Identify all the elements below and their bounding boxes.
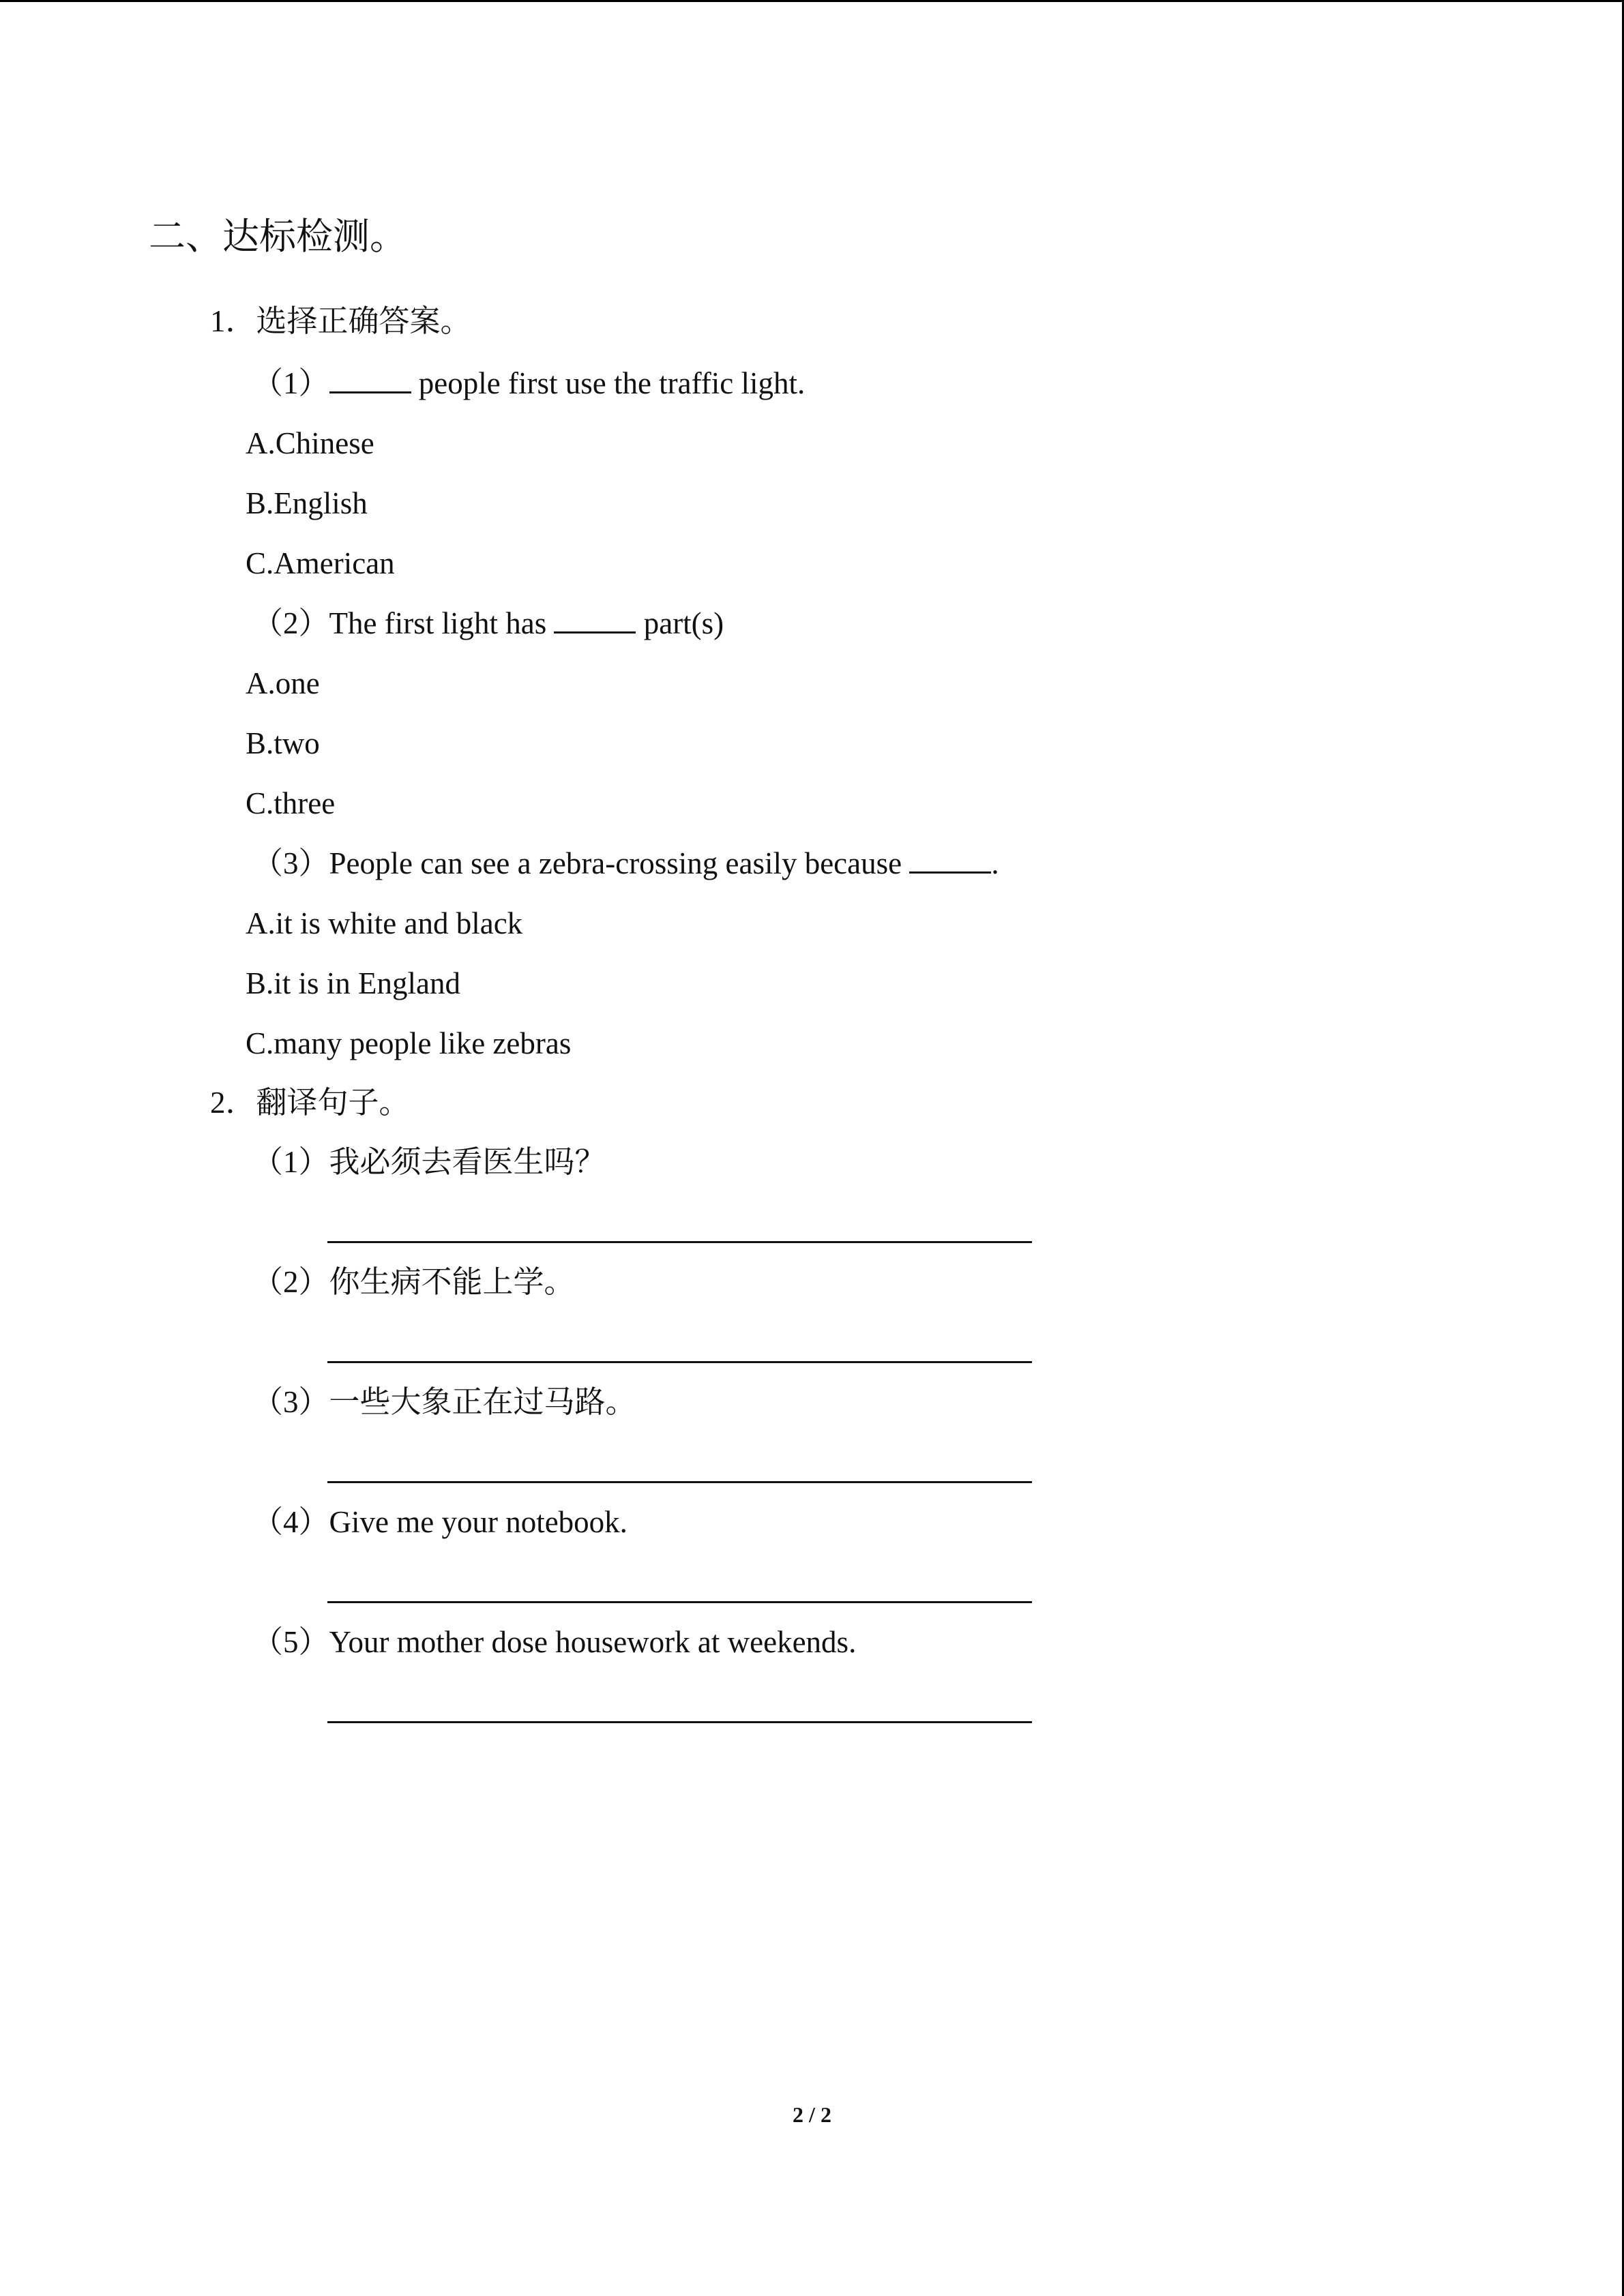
- mc-item-3-option-c: C.many people like zebras: [246, 1026, 572, 1060]
- mc-item-2-option-b: B.two: [246, 726, 320, 760]
- mc-item-1-option-b: B.English: [246, 486, 368, 520]
- mc-item-1: [252, 367, 805, 399]
- mc-item-1-option-c: C.American: [246, 546, 395, 580]
- translate-item-5-text: Your mother dose housework at weekends.: [329, 1625, 857, 1659]
- translate-item-1-text: 我必须去看医生吗？: [329, 1145, 606, 1179]
- mc-item-2-before: The first light has: [329, 606, 555, 640]
- translate-item-1-prefix: （1）: [252, 1145, 329, 1179]
- mc-item-2: [252, 607, 724, 639]
- mc-item-1-after: people first use the traffic light.: [411, 366, 806, 400]
- translate-item-2-prefix: （2）: [252, 1265, 329, 1299]
- mc-item-3-option-a: A.it is white and black: [246, 906, 523, 940]
- question-2-title: [210, 1084, 410, 1120]
- mc-item-2-after: part(s): [636, 606, 724, 640]
- translate-item-3-prefix: （3）: [252, 1385, 329, 1419]
- answer-line-3[interactable]: [327, 1481, 1032, 1483]
- mc-item-1-blank: [329, 367, 411, 393]
- translate-item-1: [252, 1147, 606, 1178]
- translate-item-5-prefix: （5）: [252, 1625, 329, 1659]
- mc-item-3-prefix: （3）: [252, 846, 329, 880]
- translate-item-4: [252, 1507, 628, 1538]
- mc-item-3-before: People can see a zebra-crossing easily because: [329, 846, 910, 880]
- mc-item-2-prefix: （2）: [252, 606, 329, 640]
- mc-item-2-option-a: A.one: [246, 666, 320, 700]
- question-1-title-text: 选择正确答案。: [256, 303, 471, 339]
- mc-item-3-after: .: [991, 846, 999, 880]
- mc-item-3: [252, 847, 999, 879]
- section-heading: 二、达标检测。: [149, 215, 407, 258]
- mc-item-3-option-b: B.it is in England: [246, 966, 460, 1000]
- translate-item-3-text: 一些大象正在过马路。: [329, 1385, 636, 1419]
- answer-line-4[interactable]: [327, 1601, 1032, 1603]
- translate-item-4-text: Give me your notebook.: [329, 1505, 628, 1539]
- answer-line-1[interactable]: [327, 1241, 1032, 1243]
- question-2-title-text: 翻译句子。: [256, 1084, 410, 1120]
- question-1-number: 1．: [210, 304, 256, 338]
- answer-line-2[interactable]: [327, 1361, 1032, 1363]
- page-number: 2 / 2: [793, 2102, 831, 2127]
- translate-item-3: [252, 1387, 636, 1418]
- translate-item-5: [252, 1627, 856, 1658]
- translate-item-2-text: 你生病不能上学。: [329, 1265, 575, 1299]
- mc-item-1-prefix: （1）: [252, 366, 329, 400]
- mc-item-2-option-c: C.three: [246, 786, 336, 820]
- question-2-number: 2．: [210, 1086, 256, 1120]
- mc-item-3-blank: [909, 847, 991, 874]
- translate-item-2: [252, 1267, 575, 1298]
- translate-item-4-prefix: （4）: [252, 1505, 329, 1539]
- mc-item-1-option-a: A.Chinese: [246, 426, 374, 460]
- question-1-title: [210, 305, 471, 337]
- answer-line-5[interactable]: [327, 1721, 1032, 1723]
- mc-item-2-blank: [554, 607, 636, 633]
